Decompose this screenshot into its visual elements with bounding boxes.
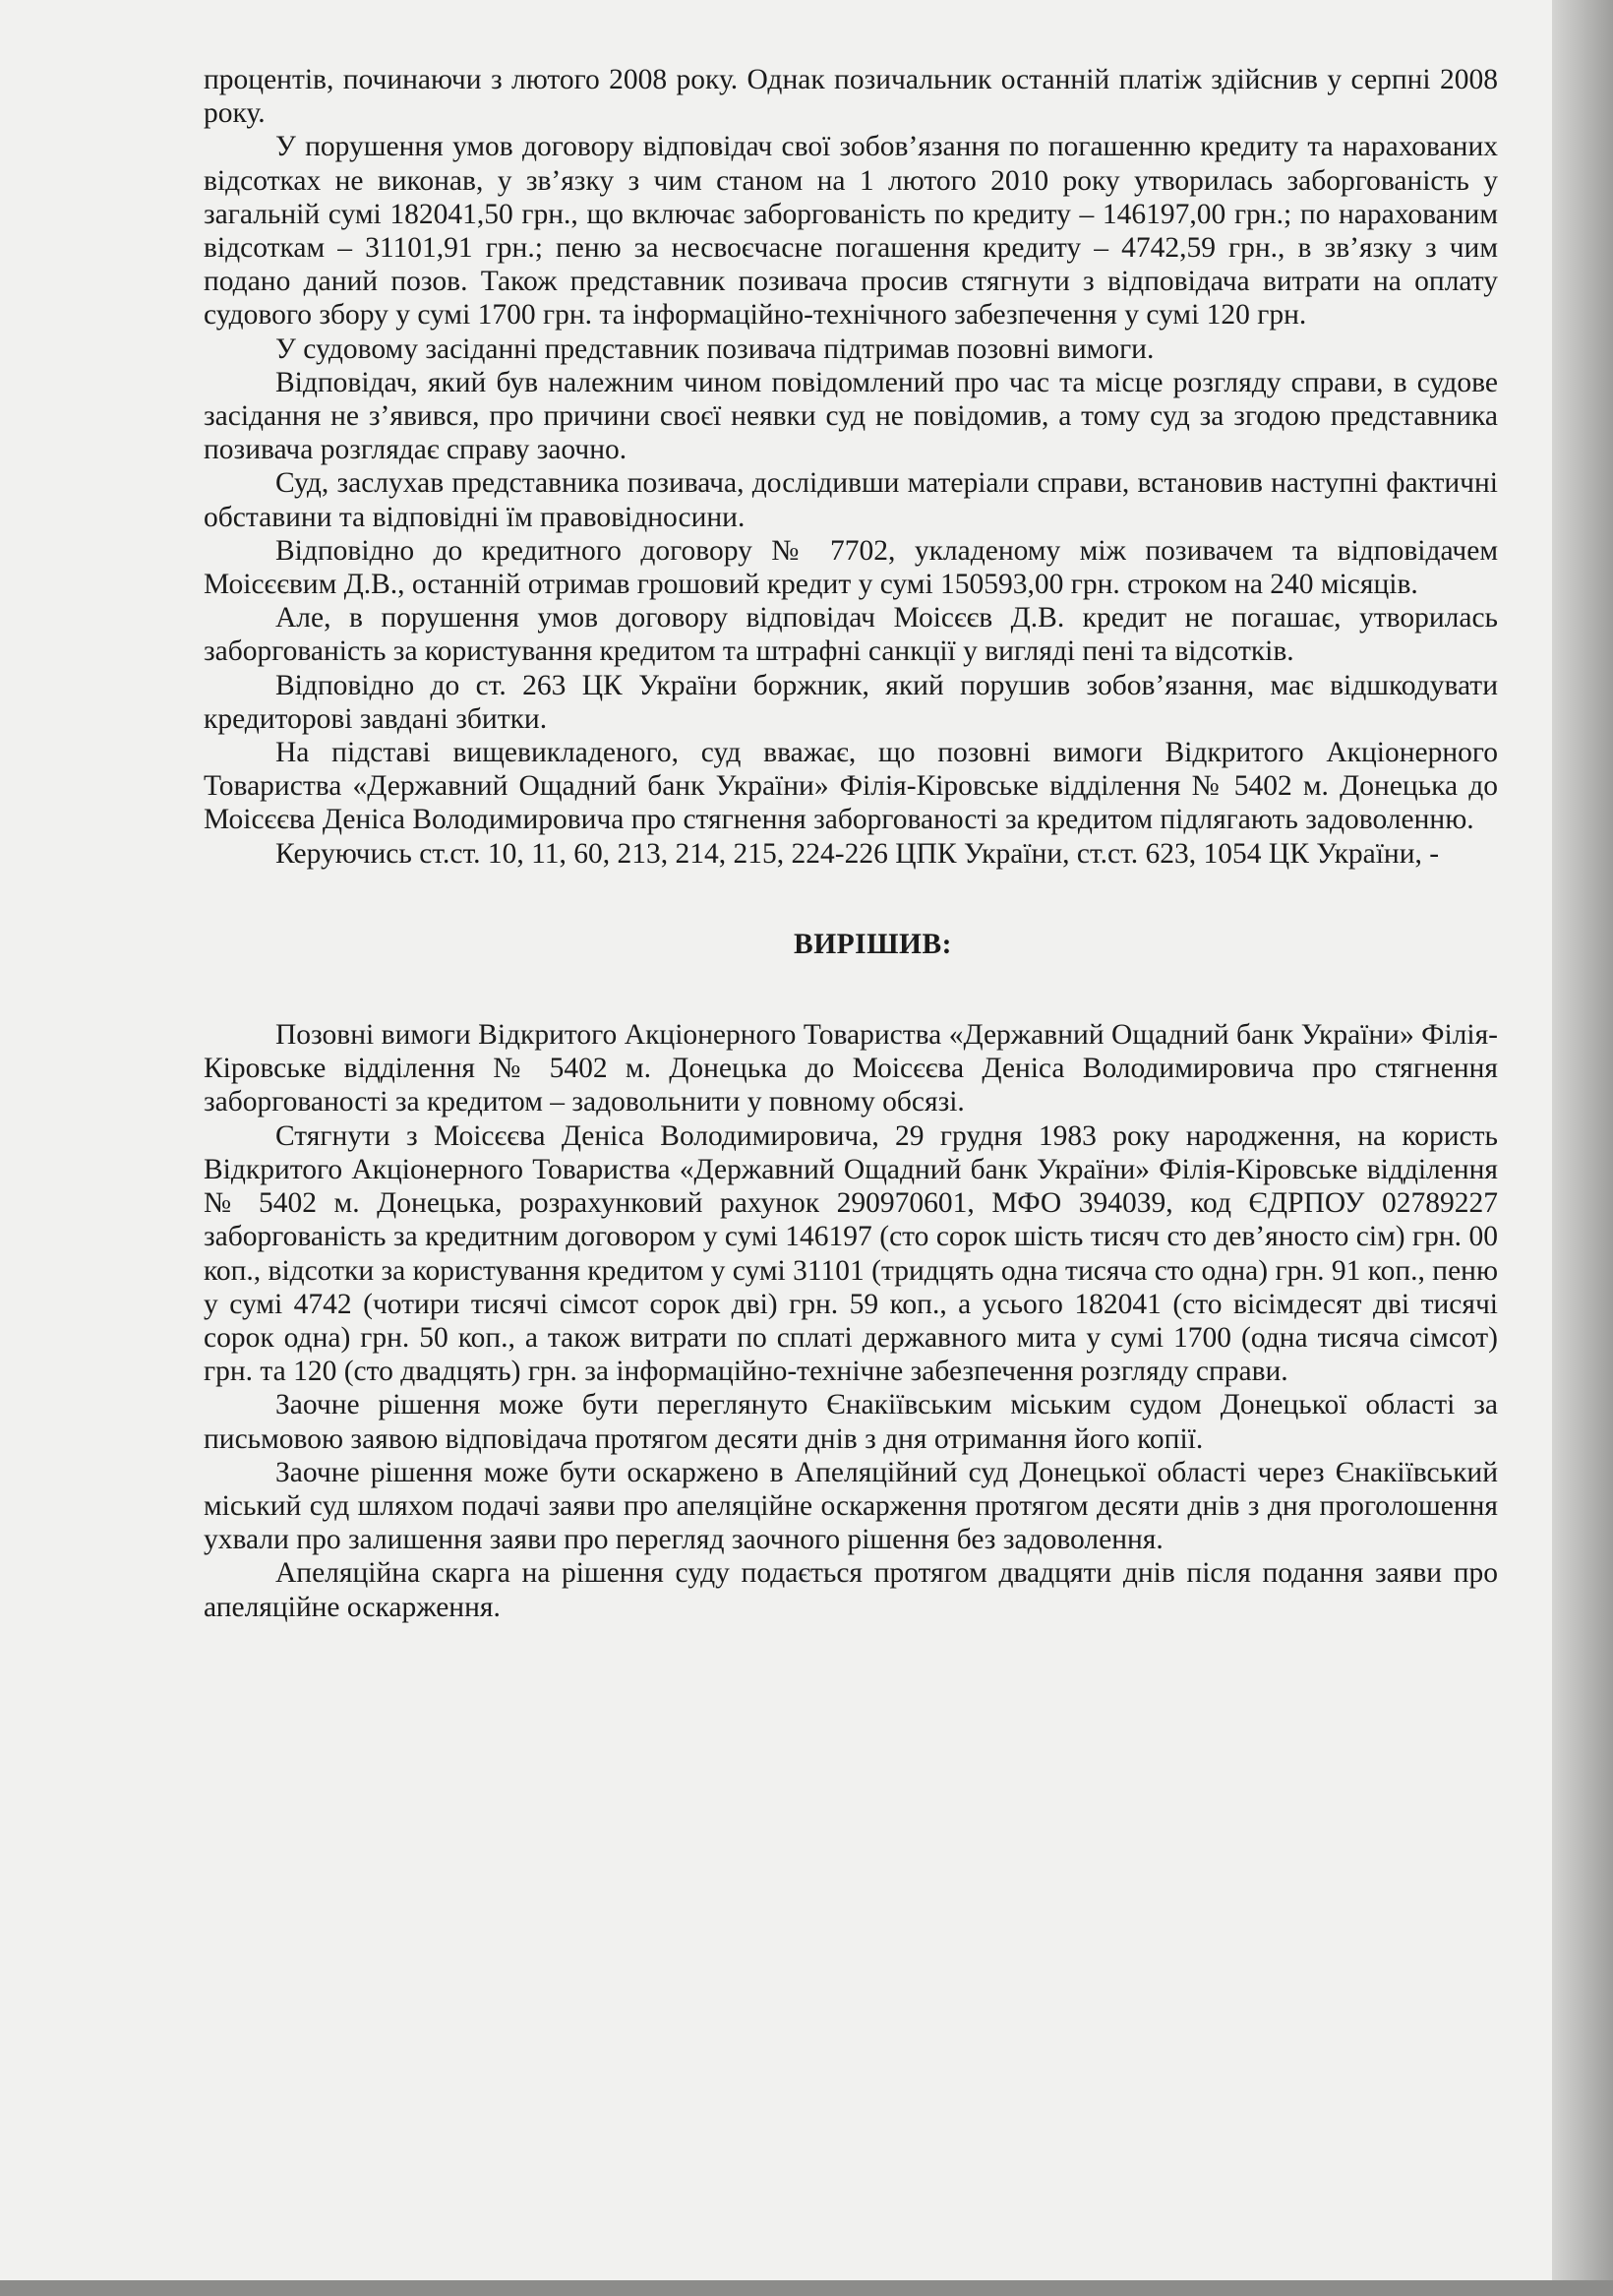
decision-paragraph-4: Заочне рішення може бути оскаржено в Апеляційний суд Донецької області через Єнакіївський міський суд шляхом подачі заяви про апеляційне оскарження протягом десяти днів з дня проголошення ухвали про залишення заяви про перегляд заочного рішення без задоволення. (204, 1456, 1498, 1556)
decision-paragraph-2: Стягнути з Моісєєва Деніса Володимировича, 29 грудня 1983 року народження, на користь Відкритого Акціонерного Товариства «Державний Ощадний банк України» Філія-Кіровське відділення № 5402 м. Донецька, розрахунковий рахунок 290970601, МФО 394039, код ЄДРПОУ 02789227 заборгованість за кредитним договором у сумі 146197 (сто сорок шість тисяч сто дев’яносто сім) грн. 00 коп., відсотки за користування кредитом у сумі 31101 (тридцять одна тисяча сто одна) грн. 91 коп., пеню у сумі 4742 (чотири тисячі сімсот сорок дві) грн. 59 коп., а усього 182041 (сто вісімдесят дві тисячі сорок одна) грн. 50 коп., а також витрати по сплаті державного мита у сумі 1700 (одна тисяча сімсот) грн. та 120 (сто двадцять) грн. за інформаційно-технічне забезпечення розгляду справи. (204, 1119, 1498, 1388)
paragraph-9: На підставі вищевикладеного, суд вважає, що позовні вимоги Відкритого Акціонерного Товариства «Державний Ощадний банк України» Філія-Кіровське відділення № 5402 м. Донецька до Моісєєва Деніса Володимировича про стягнення заборгованості за кредитом підлягають задоволенню. (204, 737, 1498, 836)
document-body (204, 63, 1498, 1624)
scan-bottom-edge (0, 2280, 1613, 2296)
paragraph-7: Але, в порушення умов договору відповідач Моісєєв Д.В. кредит не погашає, утворилась заборгованість за користування кредитом та штрафні санкції у вигляді пені та відсотків. (204, 602, 1498, 668)
paragraph-3: У судовому засіданні представник позивача підтримав позовні вимоги. (275, 332, 1155, 365)
decision-heading: ВИРІШИВ: (794, 928, 952, 960)
paragraph-2: У порушення умов договору відповідач свої зобов’язання по погашенню кредиту та нарахованих відсотках не виконав, у зв’язку з чим станом на 1 лютого 2010 року утворилась заборгованість у загальній сумі 182041,50 грн., що включає заборгованість по кредиту – 146197,00 грн.; по нарахованим відсоткам – 31101,91 грн.; пеню за несвоєчасне погашення кредиту – 4742,59 грн., в зв’язку з чим подано даний позов. Також представник позивача просив стягнути з відповідача витрати на оплату судового збору у сумі 1700 грн. та інформаційно-технічного забезпечення у сумі 120 грн. (204, 131, 1498, 332)
paragraph-1: процентів, починаючи з лютого 2008 року. Однак позичальник останній платіж здійснив у серпні 2008 року. (204, 64, 1498, 130)
decision-paragraph-1: Позовні вимоги Відкритого Акціонерного Товариства «Державний Ощадний банк України» Філія-Кіровське відділення № 5402 м. Донецька до Моісєєва Деніса Володимировича про стягнення заборгованості за кредитом – задовольнити у повному обсязі. (204, 1019, 1498, 1118)
scan-page-edge (1552, 0, 1613, 2296)
paragraph-6: Відповідно до кредитного договору № 7702, укладеному між позивачем та відповідачем Моісєєвим Д.В., останній отримав грошовий кредит у сумі 150593,00 грн. строком на 240 місяців. (204, 534, 1498, 601)
paragraph-8: Відповідно до ст. 263 ЦК України боржник, який порушив зобов’язання, має відшкодувати кредиторові завдані збитки. (204, 669, 1498, 735)
decision-paragraph-5: Апеляційна скарга на рішення суду подається протягом двадцяти днів після подання заяви про апеляційне оскарження. (204, 1557, 1498, 1623)
paragraph-5: Суд, заслухав представника позивача, дослідивши матеріали справи, встановив наступні фактичні обставини та відповідні їм правовідносини. (204, 467, 1498, 533)
paragraph-10: Керуючись ст.ст. 10, 11, 60, 213, 214, 215, 224-226 ЦПК України, ст.ст. 623, 1054 ЦК України, - (275, 837, 1440, 870)
paragraph-4: Відповідач, який був належним чином повідомлений про час та місце розгляду справи, в судове засідання не з’явився, про причини своєї неявки суд не повідомив, а тому суд за згодою представника позивача розглядає справу заочно. (204, 366, 1498, 466)
decision-paragraph-3: Заочне рішення може бути переглянуто Єнакіївським міським судом Донецької області за письмовою заявою відповідача протягом десяти днів з дня отримання його копії. (204, 1389, 1498, 1455)
